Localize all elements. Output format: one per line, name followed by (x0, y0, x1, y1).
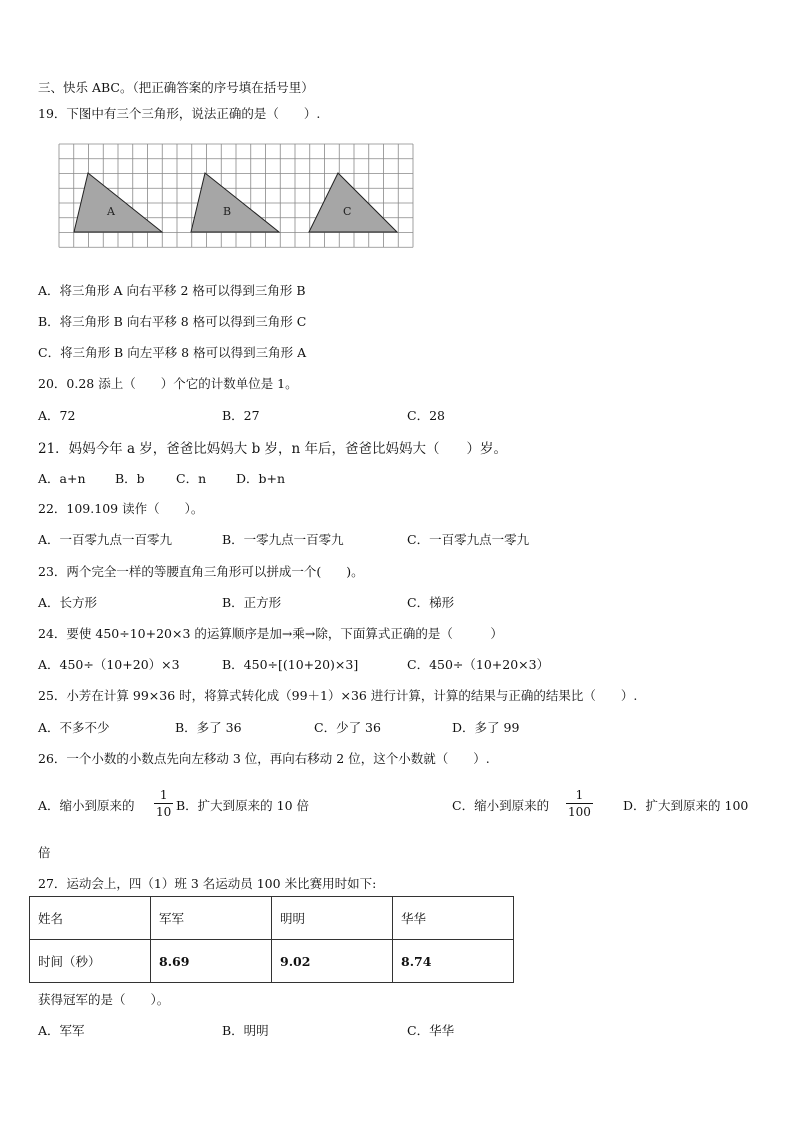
q20-option-b[interactable]: B．27 (222, 408, 260, 423)
q26-option-d[interactable]: D．扩大到原来的 100 (623, 798, 749, 813)
q26-option-c[interactable]: C．缩小到原来的 (452, 798, 550, 813)
table-header-cell: 明明 (272, 897, 393, 940)
q27-stem: 27．运动会上，四（1）班 3 名运动员 100 米比赛用时如下: (38, 876, 377, 891)
table-cell: 8.74 (393, 940, 514, 983)
q22-option-c[interactable]: C．一百零九点一零九 (407, 532, 530, 547)
q23-option-a[interactable]: A．长方形 (38, 595, 98, 610)
triangle-b-label: B (223, 205, 232, 218)
triangle-c-label: C (343, 205, 352, 218)
q19-option-c[interactable]: C．将三角形 B 向左平移 8 格可以得到三角形 A (38, 345, 307, 360)
q25-stem: 25．小芳在计算 99×36 时，将算式转化成（99＋1）×36 进行计算，计算的结果与正确的结果比（ ）. (38, 688, 638, 703)
grid-svg (58, 143, 414, 249)
q25-option-d[interactable]: D．多了 99 (452, 720, 520, 735)
q26-fraction-c-num: 1 (575, 788, 584, 802)
q25-option-a[interactable]: A．不多不少 (38, 720, 110, 735)
q21-option-a[interactable]: A．a+n (38, 471, 86, 486)
q19-option-b[interactable]: B．将三角形 B 向右平移 8 格可以得到三角形 C (38, 314, 307, 329)
table-cell: 时间（秒） (30, 940, 151, 983)
q25-option-b[interactable]: B．多了 36 (175, 720, 242, 735)
q27-follow: 获得冠军的是（ ）。 (38, 992, 170, 1007)
q22-option-a[interactable]: A．一百零九点一百零九 (38, 532, 173, 547)
q22-option-b[interactable]: B．一零九点一百零九 (222, 532, 344, 547)
q21-option-d[interactable]: D．b+n (236, 471, 286, 486)
q21-option-b[interactable]: B．b (115, 471, 145, 486)
table-header-cell: 姓名 (30, 897, 151, 940)
section-header: 三、快乐 ABC。（把正确答案的序号填在括号里） (38, 80, 314, 95)
q23-option-b[interactable]: B．正方形 (222, 595, 282, 610)
q22-stem: 22．109.109 读作（ ）。 (38, 501, 204, 516)
triangle-a-label: A (107, 205, 115, 218)
q23-option-c[interactable]: C．梯形 (407, 595, 455, 610)
q27-option-b[interactable]: B．明明 (222, 1023, 269, 1038)
triangle-grid-figure (58, 143, 414, 252)
q20-option-a[interactable]: A．72 (38, 408, 76, 423)
q24-option-c[interactable]: C．450÷（10+20×3） (407, 657, 550, 672)
table-cell: 9.02 (272, 940, 393, 983)
q19-stem: 19．下图中有三个三角形，说法正确的是（ ）. (38, 106, 321, 121)
q24-stem: 24．要使 450÷10+20×3 的运算顺序是加→乘→除，下面算式正确的是（ ） (38, 626, 503, 641)
table-row (30, 897, 514, 940)
q25-option-c[interactable]: C．少了 36 (314, 720, 381, 735)
race-time-table (29, 896, 514, 983)
q20-stem: 20．0.28 添上（ ）个它的计数单位是 1。 (38, 376, 298, 391)
q26-fraction-a-num: 1 (159, 788, 168, 802)
q20-option-c[interactable]: C．28 (407, 408, 445, 423)
q26-fraction-a-den: 10 (156, 805, 172, 819)
q21-stem: 21．妈妈今年 a 岁，爸爸比妈妈大 b 岁，n 年后，爸爸比妈妈大（ ）岁。 (38, 441, 508, 457)
q21-option-c[interactable]: C．n (176, 471, 207, 486)
q27-option-c[interactable]: C．华华 (407, 1023, 455, 1038)
q26-fraction-c-den: 100 (568, 805, 591, 819)
table-header-cell: 华华 (393, 897, 514, 940)
q24-option-a[interactable]: A．450÷（10+20）×3 (38, 657, 180, 672)
q23-stem: 23．两个完全一样的等腰直角三角形可以拼成一个( )。 (38, 564, 364, 579)
table-row (30, 940, 514, 983)
q26-option-d-wrap: 倍 (38, 845, 51, 860)
q26-option-b[interactable]: B．扩大到原来的 10 倍 (176, 798, 310, 813)
q19-option-a[interactable]: A．将三角形 A 向右平移 2 格可以得到三角形 B (38, 283, 306, 298)
q24-option-b[interactable]: B．450÷[(10+20)×3] (222, 657, 359, 672)
q26-stem: 26．一个小数的小数点先向左移动 3 位，再向右移动 2 位，这个小数就（ ）. (38, 751, 490, 766)
q26-option-a[interactable]: A．缩小到原来的 (38, 798, 135, 813)
table-cell: 8.69 (151, 940, 272, 983)
q27-option-a[interactable]: A．军军 (38, 1023, 85, 1038)
q26-fraction-a (154, 787, 173, 820)
q26-fraction-c (566, 787, 593, 820)
table-header-cell: 军军 (151, 897, 272, 940)
